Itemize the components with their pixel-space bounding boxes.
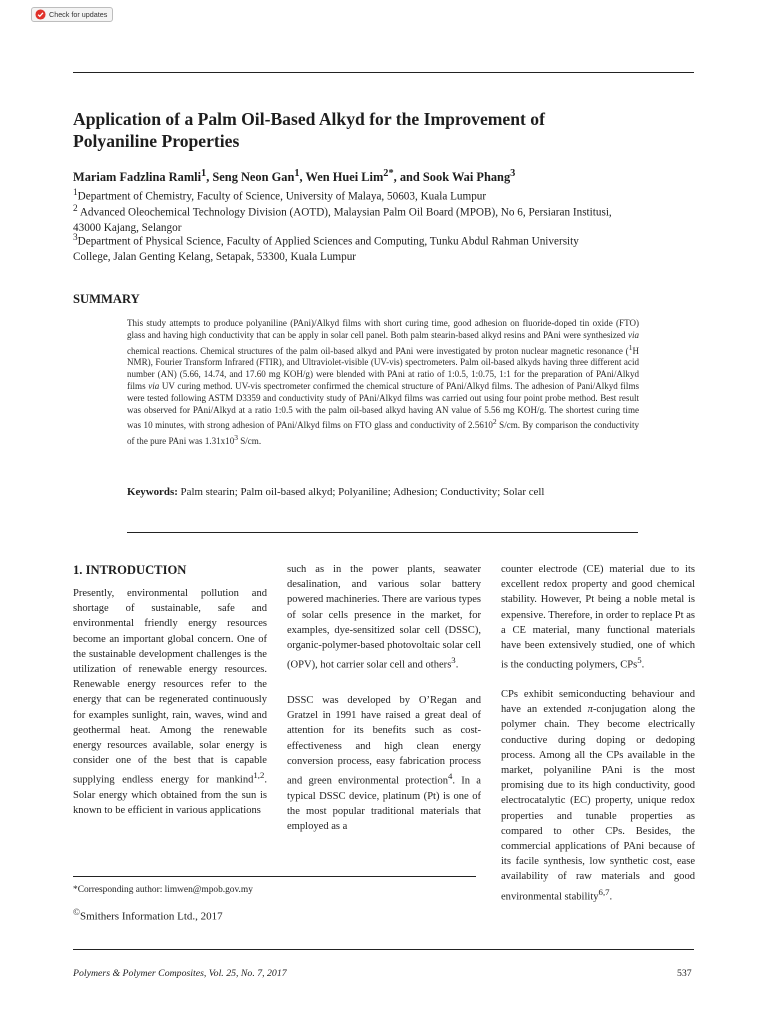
affiliation-mark: 1: [73, 188, 78, 198]
abstract-span: UV curing method. UV-vis spectrometer confirmed the chemical structure of PAni/Alkyd films. The adhesion of Pani/Alkyd films were tested following ASTM D3359 and conductivity study of PAni/Alkyd films was carried out using four point probe method. Best result was observed for PAni/Alkyd at a ratio 1:0.5 with the palm oil-based alkyd having AN value of 5.56 mg KOH/g. The shortest curing time was 10 minutes, with strong adhesion of PAni/Alkyd films on FTO glass and conductivity of 2.5610: [127, 381, 639, 431]
footnote-rule: [73, 876, 476, 877]
author-list: [73, 168, 515, 185]
affiliation-3: [73, 231, 698, 265]
author-affiliation-mark: 1: [294, 168, 300, 179]
paragraph-text: . Solar energy which obtained from the sun is known to be efficient in various applications: [73, 774, 267, 817]
citation-mark: 3: [451, 655, 456, 666]
citation-mark: 4: [448, 770, 453, 781]
author-separator: ,: [206, 170, 213, 185]
footer-rule: [73, 949, 694, 950]
paragraph-text: such as in the power plants, seawater desalination, and various solar battery powered machineries. There are various types of solar cells presence in the market, for examples, dye-sensitized solar cell (DSSC), organic-polymer-based photovoltaic solar cell (OPV), hot carrier solar cell and others: [287, 564, 481, 671]
paragraph-text: counter electrode (CE) material due to its excellent redox property and good chemical stability. However, Pt being a noble metal is expensive. Therefore, in order to replace Pt as a CE material, many functional materials have been extensively studied, one of which is the conducting polymers, CPs: [501, 564, 695, 671]
abstract-span: S/cm. By comparison the conductivity of the pure PAni was 1.31x10: [127, 420, 639, 447]
citation-mark: 6,7: [598, 886, 610, 897]
keywords: [127, 486, 667, 498]
abstract-span: This study attempts to produce polyaniline (PAni)/Alkyd films with short curing time, good adhesion on fluoride-doped tin oxide (FTO) glass and having high conductivity that can be apply in solar cell panel. Both palm stearin-based alkyd resins and PAni were synthesized: [127, 318, 639, 340]
keywords-text: Palm stearin; Palm oil-based alkyd; Polyaniline; Adhesion; Conductivity; Solar cell: [177, 486, 545, 498]
paragraph-text: CPs exhibit semiconducting behaviour and have an extended: [501, 688, 695, 716]
paragraph-text: DSSC was developed by O’Regan and Gratzel in 1991 have raised a great deal of attention for its benefits such as cost-effectiveness and high clean energy conversion process, easy fabrication process and green environmental protection: [287, 694, 481, 787]
author-affiliation-mark: 2*: [383, 168, 394, 179]
paragraph-text: . In a typical DSSC device, platinum (Pt) is one of the most popular traditional materials that employed as a: [287, 775, 481, 833]
author-name: Mariam Fadzlina Ramli: [73, 170, 202, 185]
author-name: Sook Wai Phang: [422, 170, 511, 185]
introduction-heading: 1. INTRODUCTION: [73, 563, 187, 577]
check-for-updates-label: Check for updates: [49, 10, 108, 19]
paragraph-text: Presently, environmental pollution and shortage of sustainable, safe and environmental friendly energy resources become an important global concern. One of the sustainable development challenges is the utilization of renewable energy resources. Renewable energy resources refer to the energy that can be regenerated continuously for examples sunlight, rain, waves, wind and geothermal heat. Among the renewable energy resources available, solar energy is consider one of the best that is capable supplying endless energy for mankind: [73, 588, 267, 786]
abstract-superscript: 2: [492, 417, 497, 427]
intro-paragraph: [287, 562, 481, 673]
intro-column-2: [287, 562, 481, 848]
citation-mark: 1,2: [253, 770, 265, 781]
affiliation-text: Department of Physical Science, Faculty of Applied Sciences and Computing, Tunku Abdul Rahman University: [77, 235, 579, 248]
abstract-italic: via: [148, 381, 160, 391]
paragraph-text: -conjugation along the polymer chain. They become electrically conductive during doping or dedoping process. Among all the CPs available in the market, polyaniline PAni is the most promising due to its high conductivity, good electrocatalytic (EC) property, unique redox properties and tunable properties as compared to other CPs. Besides, the commercial applications of PAni because of its facile synthesis, low synthetic cost, ease availability of raw materials and good environmental stability: [501, 704, 695, 903]
paper-title: [73, 108, 673, 152]
affiliation-mark: 3: [73, 233, 78, 243]
intro-paragraph: [501, 562, 695, 673]
author-separator: , and: [393, 170, 423, 185]
abstract-superscript: 1: [628, 342, 633, 352]
journal-citation: Polymers & Polymer Composites, Vol. 25, No. 7, 2017: [73, 968, 287, 979]
abstract-span: H NMR), Fourier Transform Infrared (FTIR), and Ultraviolet-visible (UV-vis) spectrometers. Palm oil-based alkyds having three different acid number (AN) (5.66, 14.74, and 17.60 mg KOH/g) were blended with PAni at ratio of 1:0.5, 1:0.75, 1:1 for the preparation of PAni/Alkyd films: [127, 345, 639, 391]
affiliation-mark: 2: [73, 204, 78, 214]
intro-paragraph: [501, 687, 695, 904]
abstract-superscript: 3: [234, 433, 238, 443]
top-rule: [73, 72, 694, 73]
author-separator: ,: [299, 170, 306, 185]
author-affiliation-mark: 3: [510, 168, 516, 179]
title-line-2: Polyaniline Properties: [73, 131, 240, 151]
author-affiliation-mark: 1: [201, 168, 207, 179]
author-name: Seng Neon Gan: [212, 170, 295, 185]
copyright-symbol: ©: [73, 907, 80, 917]
keywords-label: Keywords:: [127, 486, 178, 498]
abstract-span: S/cm.: [237, 436, 262, 447]
intro-column-3: [501, 562, 695, 918]
abstract-italic: via: [627, 329, 639, 340]
paragraph-text: .: [609, 891, 613, 903]
copyright-note: [73, 907, 223, 923]
crossmark-icon: [35, 9, 46, 20]
check-for-updates-badge[interactable]: [31, 7, 113, 22]
affiliation-text: 43000 Kajang, Selangor: [73, 221, 182, 234]
intro-column-1: [73, 586, 267, 833]
page-number: 537: [677, 968, 692, 979]
title-line-1: Application of a Palm Oil-Based Alkyd for the Improvement of: [73, 109, 545, 129]
affiliation-text: Department of Chemistry, Faculty of Science, University of Malaya, 50603, Kuala Lumpur: [77, 190, 487, 203]
paragraph-text: .: [455, 659, 459, 671]
affiliation-text: College, Jalan Genting Kelang, Setapak, 53300, Kuala Lumpur: [73, 250, 357, 263]
abstract-text: [127, 318, 639, 448]
abstract-span: chemical reactions. Chemical structures of the palm oil-based alkyd and PAni were investigated by proton nuclear magnetic resonance (: [127, 345, 629, 356]
paragraph-text: .: [641, 659, 645, 671]
affiliation-text: Advanced Oleochemical Technology Division (AOTD), Malaysian Palm Oil Board (MPOB), No 6, Persiaran Institusi,: [77, 206, 612, 219]
author-name: Wen Huei Lim: [305, 170, 384, 185]
intro-paragraph: [287, 693, 481, 834]
intro-paragraph: [73, 586, 267, 819]
corresponding-author-note: *Corresponding author: limwen@mpob.gov.my: [73, 885, 253, 895]
summary-rule: [127, 532, 638, 533]
citation-mark: 5: [637, 655, 642, 666]
pi-symbol: π: [587, 704, 593, 716]
summary-heading: SUMMARY: [73, 292, 140, 306]
copyright-text: Smithers Information Ltd., 2017: [79, 910, 223, 923]
